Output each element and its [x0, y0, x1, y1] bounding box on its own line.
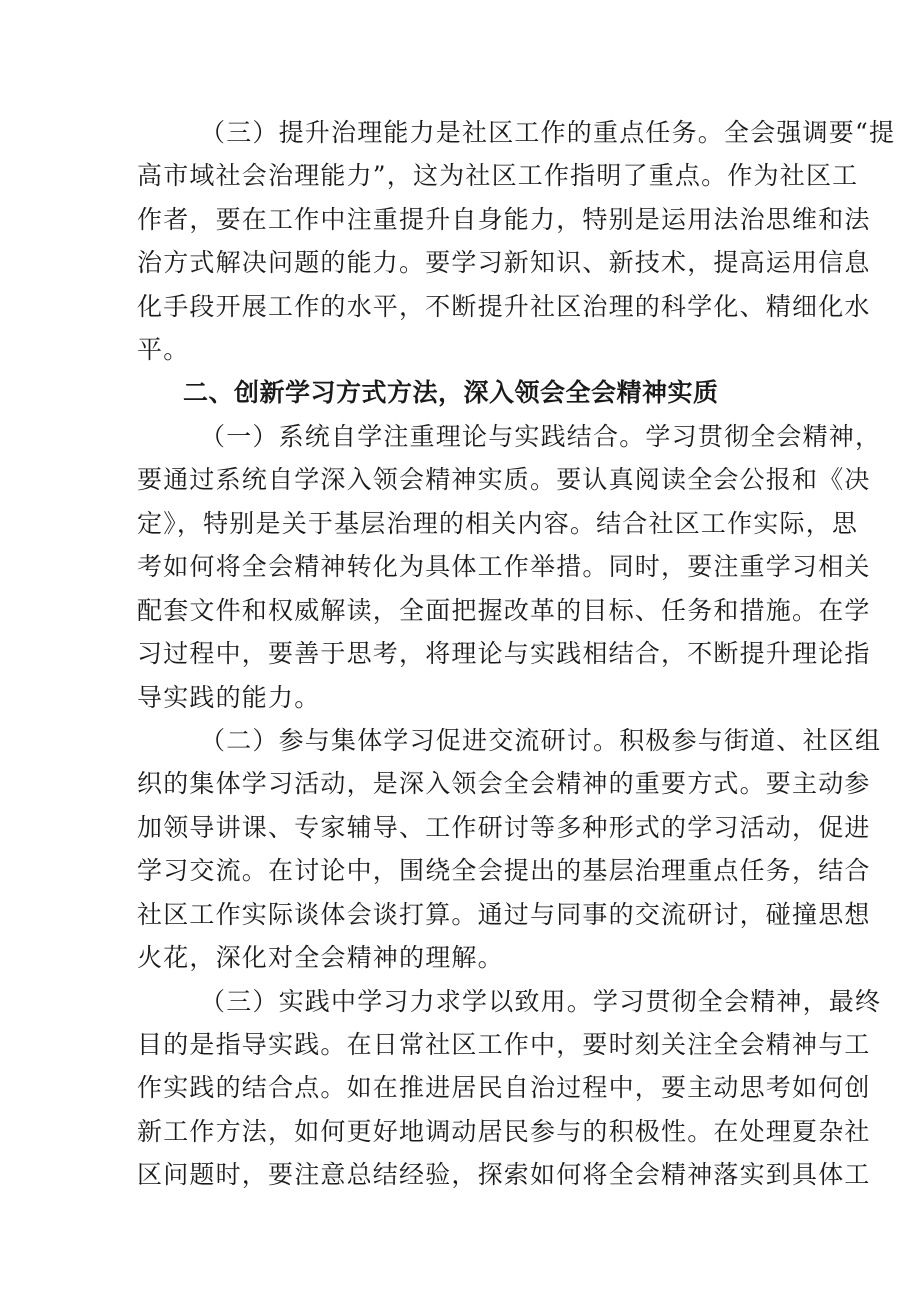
text-line-21: （三）实践中学习力求学以致用。学习贯彻全会精神，最终	[200, 987, 882, 1016]
text-line-4: 治方式解决问题的能力。要学习新知识、新技术，提高运用信息	[137, 248, 871, 277]
text-line-23: 作实践的结合点。如在推进居民自治过程中，要主动思考如何创	[137, 1073, 871, 1102]
text-line-11: 考如何将全会精神转化为具体工作举措。同时，要注重学习相关	[137, 552, 871, 581]
text-line-5: 化手段开展工作的水平，不断提升社区治理的科学化、精细化水	[137, 292, 871, 321]
text-line-17: 加领导讲课、专家辅导、工作研讨等多种形式的学习活动，促进	[137, 813, 871, 842]
text-line-3: 作者，要在工作中注重提升自身能力，特别是运用法治思维和法	[137, 205, 871, 234]
text-line-9: 要通过系统自学深入领会精神实质。要认真阅读全会公报和《决	[137, 465, 871, 494]
text-line-25: 区问题时，要注意总结经验，探索如何将全会精神落实到具体工	[137, 1160, 871, 1189]
text-line-12: 配套文件和权威解读，全面把握改革的目标、任务和措施。在学	[137, 596, 871, 625]
text-line-20: 火花，深化对全会精神的理解。	[137, 943, 504, 972]
text-line-8: （一）系统自学注重理论与实践结合。学习贯彻全会精神，	[200, 422, 882, 451]
text-line-19: 社区工作实际谈体会谈打算。通过与同事的交流研讨，碰撞思想	[137, 900, 871, 929]
text-line-16: 织的集体学习活动，是深入领会全会精神的重要方式。要主动参	[137, 769, 871, 798]
text-line-10: 定》，特别是关于基层治理的相关内容。结合社区工作实际，思	[137, 509, 859, 538]
section-heading: 二、创新学习方式方法，深入领会全会精神实质	[183, 378, 719, 407]
text-line-1: （三）提升治理能力是社区工作的重点任务。全会强调要“提	[200, 118, 896, 147]
text-line-2: 高市域社会治理能力”，这为社区工作指明了重点。作为社区工	[137, 161, 859, 190]
text-line-22: 目的是指导实践。在日常社区工作中，要时刻关注全会精神与工	[137, 1030, 871, 1059]
text-line-18: 学习交流。在讨论中，围绕全会提出的基层治理重点任务，结合	[137, 856, 871, 885]
text-line-24: 新工作方法，如何更好地调动居民参与的积极性。在处理夏杂社	[137, 1117, 871, 1146]
text-line-15: （二）参与集体学习促进交流研讨。积极参与街道、社区组	[200, 726, 882, 755]
text-line-6: 平。	[137, 335, 190, 364]
text-line-14: 导实践的能力。	[137, 683, 321, 712]
text-line-13: 习过程中，要善于思考，将理论与实践相结合，不断提升理论指	[137, 639, 871, 668]
